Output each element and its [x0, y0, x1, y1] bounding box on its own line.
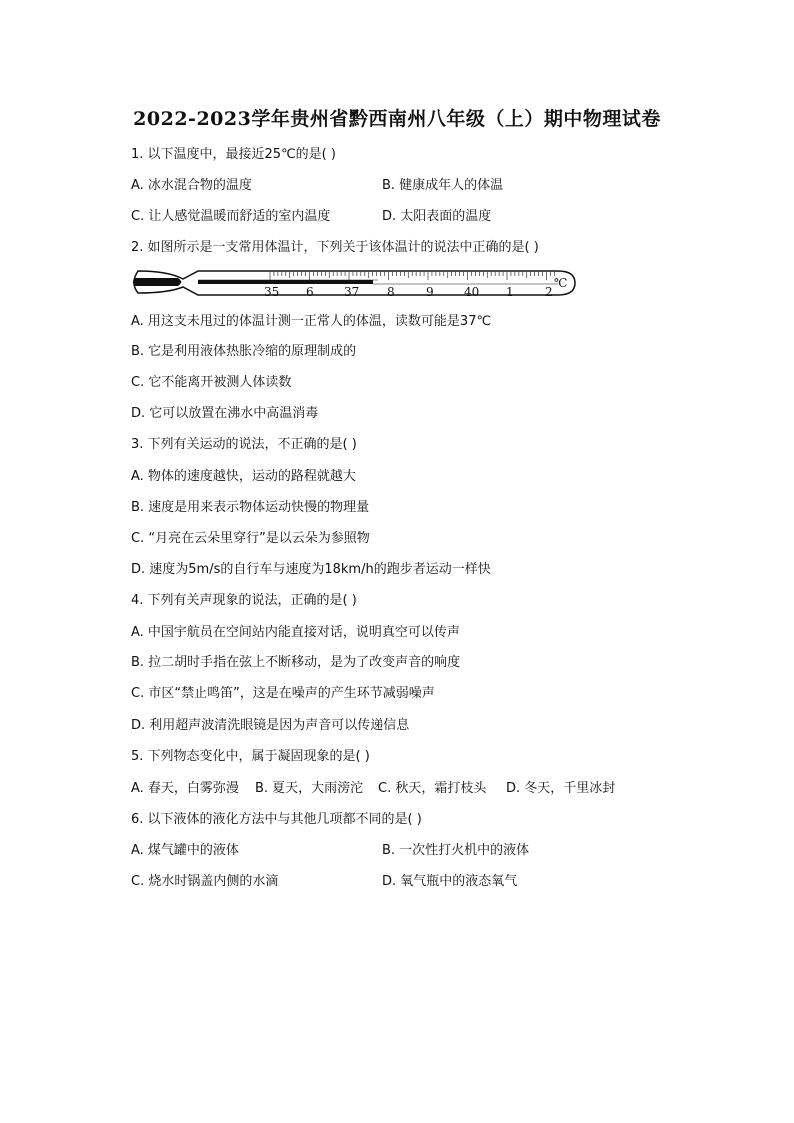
scale-label-40: 40	[464, 285, 480, 299]
q2-option-a: A. 用这支未甩过的体温计测一正常人的体温，读数可能是37℃	[131, 314, 492, 329]
q4-option-b: B. 拉二胡时手指在弦上不断移动，是为了改变声音的响度	[131, 655, 461, 670]
q4-option-a: A. 中国宇航员在空间站内能直接对话，说明真空可以传声	[131, 625, 460, 640]
question-2-stem: 2. 如图所示是一支常用体温计，下列关于该体温计的说法中正确的是( )	[131, 240, 539, 255]
thermometer-figure	[128, 267, 580, 301]
q5-option-d: D. 冬天，千里冰封	[506, 781, 616, 796]
question-6-stem: 6. 以下液体的液化方法中与其他几项都不同的是( )	[131, 812, 422, 827]
scale-label-8: 8	[387, 285, 395, 299]
scale-label-9: 9	[426, 285, 434, 299]
question-4-stem: 4. 下列有关声现象的说法，正确的是( )	[131, 593, 357, 608]
scale-label-2: 2	[545, 285, 553, 299]
scale-label-6: 6	[306, 285, 314, 299]
q4-option-d: D. 利用超声波清洗眼镜是因为声音可以传递信息	[131, 718, 410, 733]
q2-option-d: D. 它可以放置在沸水中高温消毒	[131, 406, 319, 421]
q5-option-b: B. 夏天，大雨滂沱	[255, 781, 364, 796]
question-5-stem: 5. 下列物态变化中，属于凝固现象的是( )	[131, 749, 370, 764]
q6-option-c: C. 烧水时锅盖内侧的水滴	[131, 874, 279, 889]
q6-option-d: D. 氧气瓶中的液态氧气	[382, 874, 518, 889]
mercury-column	[198, 280, 373, 284]
scale-label-35: 35	[264, 285, 280, 299]
q1-option-c: C. 让人感觉温暖而舒适的室内温度	[131, 209, 331, 224]
unit-label: ℃	[554, 276, 568, 290]
q6-option-a: A. 煤气罐中的液体	[131, 843, 239, 858]
scale-label-37: 37	[344, 285, 360, 299]
q1-option-b: B. 健康成年人的体温	[382, 178, 504, 193]
q6-option-b: B. 一次性打火机中的液体	[382, 843, 530, 858]
q5-option-c: C. 秋天，霜打枝头	[378, 781, 487, 796]
q1-option-d: D. 太阳表面的温度	[382, 209, 492, 224]
q3-option-a: A. 物体的速度越快，运动的路程就越大	[131, 469, 356, 484]
q3-option-c: C. “月亮在云朵里穿行”是以云朵为参照物	[131, 531, 370, 546]
question-3-stem: 3. 下列有关运动的说法，不正确的是( )	[131, 437, 357, 452]
page-title: 2022-2023学年贵州省黔西南州八年级（上）期中物理试卷	[133, 108, 661, 130]
q2-option-c: C. 它不能离开被测人体读数	[131, 375, 292, 390]
q3-option-d: D. 速度为5m/s的自行车与速度为18km/h的跑步者运动一样快	[131, 562, 491, 577]
question-1-stem: 1. 以下温度中，最接近25℃的是( )	[131, 147, 336, 162]
q1-option-a: A. 冰水混合物的温度	[131, 178, 252, 193]
q3-option-b: B. 速度是用来表示物体运动快慢的物理量	[131, 500, 370, 515]
q5-option-a: A. 春天，白雾弥漫	[131, 781, 239, 796]
q4-option-c: C. 市区“禁止鸣笛”，这是在噪声的产生环节减弱噪声	[131, 686, 435, 701]
scale-label-1: 1	[506, 285, 514, 299]
q2-option-b: B. 它是利用液体热胀冷缩的原理制成的	[131, 344, 357, 359]
